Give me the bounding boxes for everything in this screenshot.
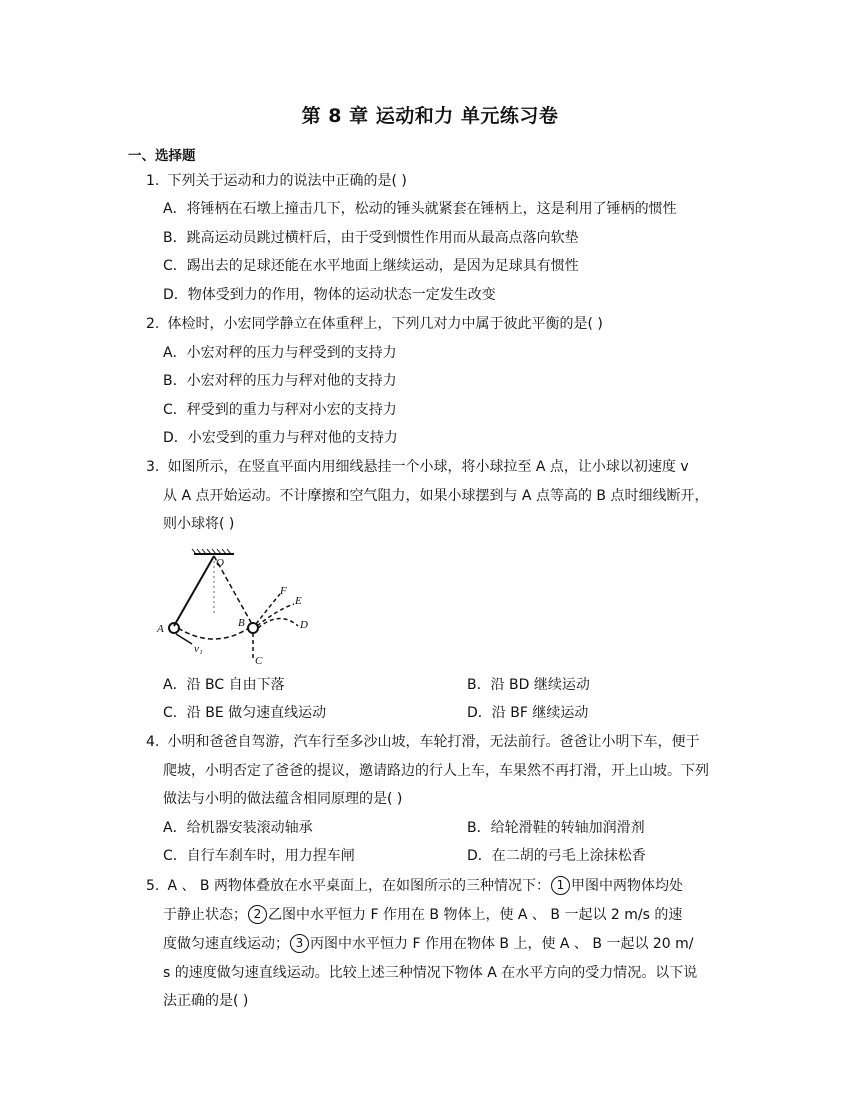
- question-stem: 体检时，小宏同学静立在体重秤上，下列几对力中属于彼此平衡的是( ): [167, 316, 603, 332]
- option-d: D．在二胡的弓毛上涂抹松香: [467, 848, 646, 864]
- question-stem-line-2a: 于静止状态；: [163, 907, 247, 923]
- question-number: 4.: [146, 734, 160, 750]
- question-stem-line-1b: 甲图中两物体均处: [570, 878, 683, 894]
- question-number: 3.: [146, 459, 160, 475]
- label-a: A: [157, 623, 164, 635]
- option-a: A．沿 BC 自由下落: [163, 677, 285, 693]
- option-c: C．沿 BE 做匀速直线运动: [163, 705, 327, 721]
- question-number: 1.: [146, 173, 160, 189]
- question-1: [146, 171, 407, 191]
- question-stem-line-2: 从 A 点开始运动。不计摩擦和空气阻力，如果小球摆到与 A 点等高的 B 点时细线断开，: [163, 488, 709, 504]
- option-b: B．沿 BD 继续运动: [467, 677, 590, 693]
- circled-number-1: 1: [551, 876, 570, 895]
- label-v: v₁: [194, 643, 203, 655]
- question-stem-line-3b: 丙图中水平恒力 F 作用在物体 B 上，使 A 、 B 一起以 20 m/: [310, 936, 694, 952]
- question-4: [146, 732, 699, 752]
- option-a: A．给机器安装滚动轴承: [163, 820, 313, 836]
- option-b: B．给轮滑鞋的转轴加润滑剂: [467, 820, 645, 836]
- question-stem-line-3a: 度做匀速直线运动；: [163, 936, 289, 952]
- option-b: B．跳高运动员跳过横杆后，由于受到惯性作用而从最高点落向软垫: [163, 230, 579, 246]
- question-5: [146, 876, 683, 896]
- option-a: A．小宏对秤的压力与秤受到的支持力: [163, 345, 397, 361]
- question-stem-line-1a: A 、 B 两物体叠放在水平桌面上，在如图所示的三种情况下：: [167, 878, 550, 894]
- option-c: C．秤受到的重力与秤对小宏的支持力: [163, 402, 397, 418]
- question-stem-line-2: 爬坡，小明否定了爸爸的提议，邀请路边的行人上车，车果然不再打滑，开上山坡。下列: [163, 763, 709, 779]
- question-2: [146, 314, 603, 334]
- label-b: B: [238, 617, 245, 629]
- question-stem-line-1: 小明和爸爸自驾游，汽车行至多沙山坡，车轮打滑，无法前行。爸爸让小明下车，便于: [167, 734, 700, 750]
- label-c: C: [255, 655, 263, 666]
- question-stem-line-1: 如图所示，在竖直平面内用细线悬挂一个小球，将小球拉至 A 点，让小球以初速度 v: [167, 459, 689, 475]
- label-o: O: [216, 557, 224, 569]
- question-stem-line-2b: 乙图中水平恒力 F 作用在 B 物体上，使 A 、 B 一起以 2 m/s 的速: [268, 907, 683, 923]
- question-stem-line-5: 法正确的是( ): [163, 993, 249, 1009]
- option-b: B．小宏对秤的压力与秤对他的支持力: [163, 373, 397, 389]
- question-3: [146, 457, 689, 477]
- label-f: F: [280, 585, 287, 597]
- circled-number-2: 2: [248, 905, 267, 924]
- question-stem-line-3: 则小球将( ): [163, 516, 235, 532]
- circled-number-3: 3: [290, 934, 309, 953]
- label-d: D: [300, 619, 308, 631]
- option-c: C．自行车刹车时，用力捏车闸: [163, 848, 355, 864]
- question-stem-line-3: 做法与小明的做法蕴含相同原理的是( ): [163, 791, 403, 807]
- option-d: D．小宏受到的重力与秤对他的支持力: [163, 430, 398, 446]
- option-c: C．踢出去的足球还能在水平地面上继续运动，是因为足球具有惯性: [163, 258, 579, 274]
- page-title: 第 8 章 运动和力 单元练习卷: [301, 105, 559, 127]
- question-number: 2.: [146, 316, 160, 332]
- section-heading: 一、选择题: [128, 148, 196, 164]
- pendulum-figure: [152, 546, 317, 666]
- option-d: D．沿 BF 继续运动: [467, 705, 589, 721]
- option-a: A．将锤柄在石墩上撞击几下，松动的锤头就紧套在锤柄上，这是利用了锤柄的惯性: [163, 201, 677, 217]
- question-stem-line-3: [163, 934, 694, 954]
- question-stem-line-2: [163, 905, 682, 925]
- option-d: D．物体受到力的作用，物体的运动状态一定发生改变: [163, 287, 496, 303]
- question-stem-line-4: s 的速度做匀速直线运动。比较上述三种情况下物体 A 在水平方向的受力情况。以下说: [163, 965, 698, 981]
- label-e: E: [295, 595, 302, 607]
- question-number: 5.: [146, 878, 160, 894]
- question-stem: 下列关于运动和力的说法中正确的是( ): [167, 173, 407, 189]
